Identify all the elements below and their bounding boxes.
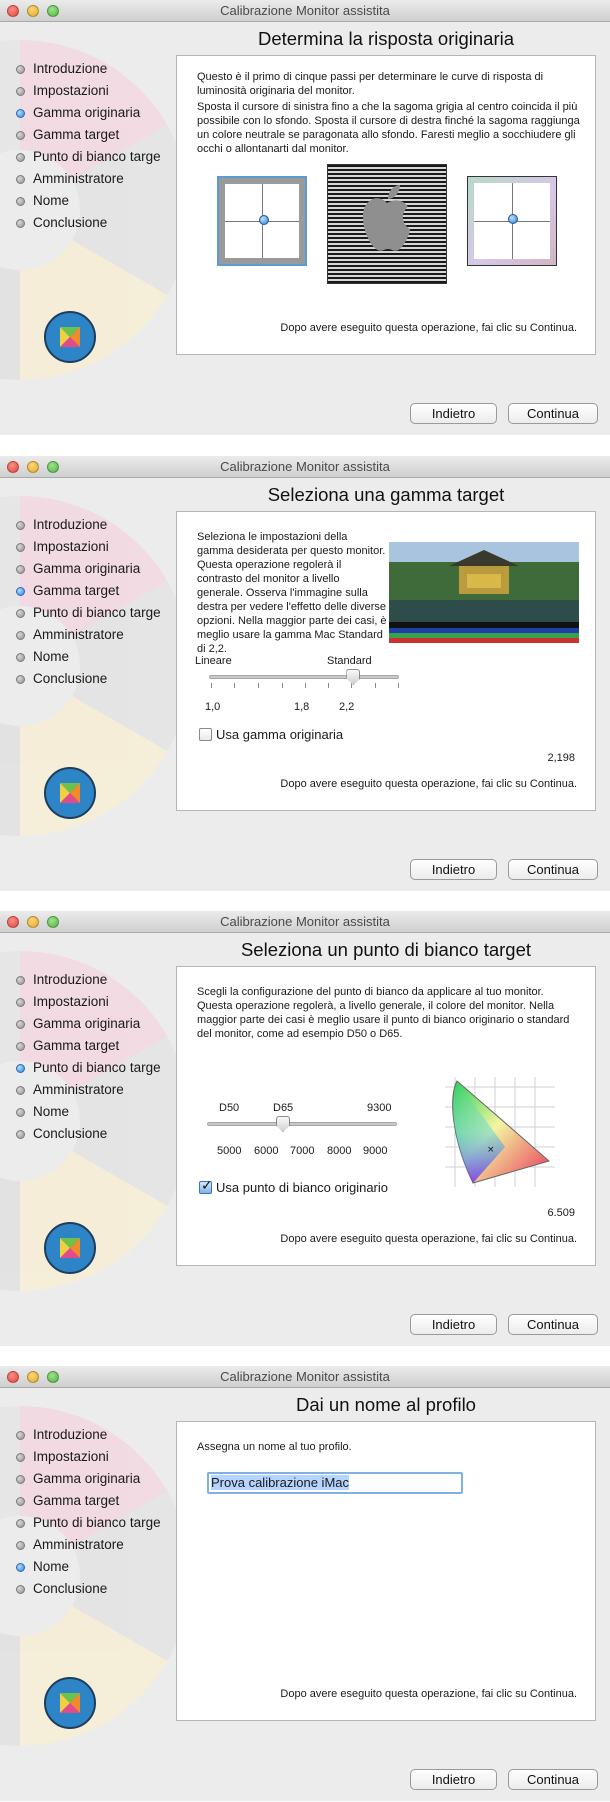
footer-note: Dopo avere eseguito questa operazione, fai clic su Continua.: [280, 322, 577, 334]
label-d50: D50: [219, 1102, 240, 1114]
gamma-value: 2,198: [547, 752, 575, 764]
window-title: Calibrazione Monitor assistita: [220, 3, 390, 18]
white-point-value: 6.509: [547, 1207, 575, 1219]
gamma-slider-thumb[interactable]: [346, 669, 360, 685]
name-prompt: Assegna un nome al tuo profilo.: [197, 1441, 352, 1453]
footer-note: Dopo avere eseguito questa operazione, fai clic su Continua.: [280, 778, 577, 790]
display-calibrator-logo-icon: [44, 1677, 96, 1729]
step-item: [16, 558, 161, 580]
content-panel: [176, 511, 596, 811]
step-item: [16, 1057, 161, 1079]
step-item: [16, 1490, 161, 1512]
title-bar[interactable]: [0, 911, 610, 933]
step-dot-icon: [16, 587, 25, 596]
step-label: Gamma target: [33, 583, 120, 598]
apple-gamma-target: [327, 164, 447, 284]
step-dot-icon: [16, 976, 25, 985]
content-panel: [176, 1421, 596, 1721]
tint-handle[interactable]: [508, 214, 518, 224]
step-item: [16, 580, 161, 602]
step-label: Introduzione: [33, 61, 108, 76]
step-dot-icon: [16, 1042, 25, 1051]
step-dot-icon: [16, 609, 25, 618]
step-item: [16, 1123, 161, 1145]
continue-button[interactable]: Continua: [508, 403, 598, 424]
step-dot-icon: [16, 565, 25, 574]
white-point-slider-thumb[interactable]: [276, 1116, 290, 1132]
native-gamma-checkbox[interactable]: [199, 728, 212, 741]
native-gamma-label[interactable]: Usa gamma originaria: [216, 727, 344, 742]
step-item: [16, 1512, 161, 1534]
step-label: Gamma originaria: [33, 561, 141, 576]
back-button[interactable]: Indietro: [410, 1769, 497, 1790]
step-dot-icon: [16, 1541, 25, 1550]
back-button[interactable]: Indietro: [410, 1314, 497, 1335]
preview-image: [389, 542, 579, 652]
step-item: [16, 1446, 161, 1468]
footer-note: Dopo avere eseguito questa operazione, fai clic su Continua.: [280, 1688, 577, 1700]
step-item: [16, 146, 161, 168]
step-item: [16, 1101, 161, 1123]
temp-label: 6000: [254, 1145, 279, 1157]
window-profile-name: [0, 1366, 610, 1801]
back-button[interactable]: Indietro: [410, 859, 497, 880]
step-label: Nome: [33, 1559, 70, 1574]
step-label: Introduzione: [33, 972, 108, 987]
step-dot-icon: [16, 153, 25, 162]
step-item: [16, 212, 161, 234]
intro-text: Questo è il primo di cinque passi per determinare le curve di risposta di luminosità originaria del monitor.: [197, 71, 544, 97]
content-panel: [176, 55, 596, 355]
step-dot-icon: [16, 675, 25, 684]
step-item: [16, 536, 161, 558]
step-dot-icon: [16, 1475, 25, 1484]
step-label: Nome: [33, 193, 70, 208]
step-dot-icon: [16, 653, 25, 662]
step-item: [16, 646, 161, 668]
step-dot-icon: [16, 65, 25, 74]
step-list: [16, 58, 161, 234]
step-label: Impostazioni: [33, 994, 109, 1009]
step-item: [16, 991, 161, 1013]
display-calibrator-logo-icon: [44, 767, 96, 819]
continue-button[interactable]: Continua: [508, 859, 598, 880]
instruction-text: Scegli la configurazione del punto di bianco da applicare al tuo monitor. Questa operazione regolerà, a livello generale, il colore del monitor. Nella maggior parte dei casi è meglio usare il punto di bianco originario o standard del monitor, come ad esempio D50 o D65.: [197, 986, 570, 1040]
step-dot-icon: [16, 131, 25, 140]
page-title: Seleziona un punto di bianco target: [240, 939, 532, 960]
step-label: Conclusione: [33, 1581, 108, 1596]
step-item: [16, 168, 161, 190]
step-list: [16, 1424, 161, 1600]
gamma-slider-track[interactable]: [209, 675, 399, 679]
step-item: [16, 1534, 161, 1556]
step-label: Conclusione: [33, 215, 108, 230]
step-dot-icon: [16, 543, 25, 552]
step-label: Amministratore: [33, 171, 124, 186]
step-dot-icon: [16, 197, 25, 206]
step-dot-icon: [16, 631, 25, 640]
step-label: Impostazioni: [33, 539, 109, 554]
step-dot-icon: [16, 1108, 25, 1117]
tick-label: 1,8: [294, 701, 310, 713]
step-item: [16, 514, 161, 536]
window-title: Calibrazione Monitor assistita: [220, 459, 390, 474]
window-title: Calibrazione Monitor assistita: [220, 1369, 390, 1384]
brightness-handle[interactable]: [259, 215, 269, 225]
step-dot-icon: [16, 521, 25, 530]
instruction-text: Seleziona le impostazioni della gamma desiderata per questo monitor. Questa operazione regolerà il contrasto del monitor a livello generale. Osserva l'immagine sulla destra per vedere l'effetto delle diverse opzioni. Nella maggior parte dei casi, è meglio usare la gamma Mac Standard di 2,2.: [197, 531, 387, 655]
step-item: [16, 602, 161, 624]
step-label: Gamma originaria: [33, 105, 141, 120]
step-label: Gamma target: [33, 127, 120, 142]
title-bar[interactable]: [0, 456, 610, 478]
step-item: [16, 969, 161, 991]
step-dot-icon: [16, 87, 25, 96]
title-bar[interactable]: [0, 1366, 610, 1388]
step-item: [16, 1578, 161, 1600]
continue-button[interactable]: Continua: [508, 1314, 598, 1335]
step-dot-icon: [16, 1064, 25, 1073]
page-title: Determina la risposta originaria: [257, 28, 515, 49]
step-item: [16, 58, 161, 80]
step-label: Gamma originaria: [33, 1471, 141, 1486]
step-item: [16, 124, 161, 146]
window-white-point: [0, 911, 610, 1346]
step-dot-icon: [16, 175, 25, 184]
step-dot-icon: [16, 109, 25, 118]
step-dot-icon: [16, 998, 25, 1007]
step-label: Punto di bianco targe: [33, 605, 161, 620]
white-point-marker-icon: ×: [487, 1145, 495, 1155]
step-item: [16, 1424, 161, 1446]
white-point-slider-track[interactable]: [207, 1122, 397, 1126]
step-label: Introduzione: [33, 517, 108, 532]
step-label: Gamma target: [33, 1038, 120, 1053]
tick-label: 1,0: [205, 701, 221, 713]
temp-label: 7000: [290, 1145, 315, 1157]
step-item: [16, 1468, 161, 1490]
brightness-target-left[interactable]: [217, 176, 307, 266]
step-label: Conclusione: [33, 1126, 108, 1141]
step-label: Impostazioni: [33, 83, 109, 98]
step-dot-icon: [16, 1563, 25, 1572]
step-label: Punto di bianco targe: [33, 1060, 161, 1075]
step-dot-icon: [16, 1585, 25, 1594]
step-dot-icon: [16, 1497, 25, 1506]
step-dot-icon: [16, 1431, 25, 1440]
native-white-point-checkbox[interactable]: [199, 1181, 212, 1194]
window-native-response: [0, 0, 610, 435]
step-item: [16, 624, 161, 646]
step-label: Punto di bianco targe: [33, 149, 161, 164]
step-list: [16, 514, 161, 690]
window-title: Calibrazione Monitor assistita: [220, 914, 390, 929]
back-button[interactable]: Indietro: [410, 403, 497, 424]
content-panel: [176, 966, 596, 1266]
step-label: Punto di bianco targe: [33, 1515, 161, 1530]
label-d65: D65: [273, 1102, 294, 1114]
display-calibrator-logo-icon: [44, 311, 96, 363]
display-calibrator-logo-icon: [44, 1222, 96, 1274]
profile-name-input[interactable]: [207, 1472, 463, 1494]
step-label: Conclusione: [33, 671, 108, 686]
step-label: Gamma originaria: [33, 1016, 141, 1031]
footer-note: Dopo avere eseguito questa operazione, fai clic su Continua.: [280, 1233, 577, 1245]
step-label: Amministratore: [33, 1537, 124, 1552]
step-dot-icon: [16, 1519, 25, 1528]
tick-label: 2,2: [339, 701, 355, 713]
step-item: [16, 80, 161, 102]
window-target-gamma: [0, 456, 610, 891]
label-9300: 9300: [367, 1102, 392, 1114]
profile-name-value: Prova calibrazione iMac: [211, 1475, 350, 1490]
step-label: Gamma target: [33, 1493, 120, 1508]
step-label: Nome: [33, 1104, 70, 1119]
step-label: Amministratore: [33, 1082, 124, 1097]
apple-logo-icon: [328, 165, 446, 283]
continue-button[interactable]: Continua: [508, 1769, 598, 1790]
step-item: [16, 1079, 161, 1101]
native-white-point-label[interactable]: Usa punto di bianco originario: [216, 1180, 388, 1195]
page-title: Seleziona una gamma target: [267, 484, 505, 505]
step-dot-icon: [16, 1020, 25, 1029]
step-label: Nome: [33, 649, 70, 664]
temp-label: 9000: [363, 1145, 388, 1157]
step-item: [16, 1556, 161, 1578]
step-label: Amministratore: [33, 627, 124, 642]
step-dot-icon: [16, 1453, 25, 1462]
step-item: [16, 190, 161, 212]
page-title: Dai un nome al profilo: [296, 1394, 476, 1415]
step-item: [16, 102, 161, 124]
tint-target-right[interactable]: [467, 176, 557, 266]
step-dot-icon: [16, 219, 25, 228]
slider-label-linear: Lineare: [195, 655, 232, 667]
step-label: Introduzione: [33, 1427, 108, 1442]
slider-label-standard: Standard: [327, 655, 372, 667]
step-label: Impostazioni: [33, 1449, 109, 1464]
step-dot-icon: [16, 1086, 25, 1095]
temp-label: 8000: [327, 1145, 352, 1157]
step-list: [16, 969, 161, 1145]
temp-label: 5000: [217, 1145, 242, 1157]
step-dot-icon: [16, 1130, 25, 1139]
step-item: [16, 668, 161, 690]
chromaticity-diagram: [445, 1077, 555, 1187]
step-item: [16, 1035, 161, 1057]
title-bar[interactable]: [0, 0, 610, 22]
instruction-text: Sposta il cursore di sinistra fino a che la sagoma grigia al centro coincida il più possibile con lo sfondo. Sposta il cursore di destra finché la sagoma raggiunga un colore neutrale se paragonata allo sfondo. Faresti meglio a socchiudere gli occhi o allontanarti dal monitor.: [197, 101, 580, 155]
step-item: [16, 1013, 161, 1035]
